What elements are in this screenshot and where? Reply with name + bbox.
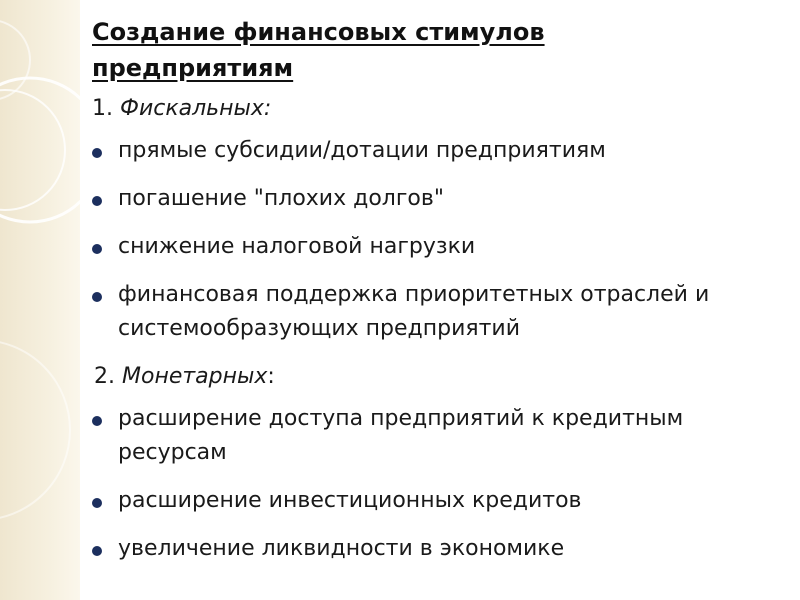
list-item-text: расширение доступа предприятий к кредитным ресурсам — [118, 406, 684, 465]
decorative-circles-icon — [0, 0, 80, 600]
section-heading-monetary — [94, 360, 792, 394]
section-title: Монетарных — [122, 364, 268, 389]
list-item — [92, 532, 792, 566]
slide-title — [92, 14, 792, 86]
filled-circle-bullet-icon — [92, 416, 102, 426]
filled-circle-bullet-icon — [92, 196, 102, 206]
filled-circle-bullet-icon — [92, 292, 102, 302]
list-item — [92, 278, 792, 346]
slide-title-line-2: предприятиям — [92, 54, 294, 82]
decorative-side-panel — [0, 0, 80, 600]
monetary-list — [92, 402, 792, 566]
list-item-text: расширение инвестиционных кредитов — [118, 488, 582, 513]
list-item-text: погашение "плохих долгов" — [118, 186, 444, 211]
section-number: 2. — [94, 364, 115, 389]
list-item-text: финансовая поддержка приоритетных отраслей и системообразующих предприятий — [118, 282, 710, 341]
section-title: Фискальных: — [120, 96, 272, 121]
section-number: 1. — [92, 96, 113, 121]
filled-circle-bullet-icon — [92, 148, 102, 158]
slide-content — [92, 14, 792, 580]
list-item — [92, 402, 792, 470]
list-item — [92, 134, 792, 168]
filled-circle-bullet-icon — [92, 498, 102, 508]
filled-circle-bullet-icon — [92, 546, 102, 556]
section-title-colon: : — [267, 364, 275, 389]
slide-title-line-1: Создание финансовых стимулов — [92, 18, 545, 46]
list-item-text: прямые субсидии/дотации предприятиям — [118, 138, 606, 163]
list-item — [92, 182, 792, 216]
list-item — [92, 484, 792, 518]
filled-circle-bullet-icon — [92, 244, 102, 254]
list-item-text: увеличение ликвидности в экономике — [118, 536, 565, 561]
fiscal-list — [92, 134, 792, 346]
list-item-text: снижение налоговой нагрузки — [118, 234, 476, 259]
list-item — [92, 230, 792, 264]
section-heading-fiscal — [92, 92, 792, 126]
